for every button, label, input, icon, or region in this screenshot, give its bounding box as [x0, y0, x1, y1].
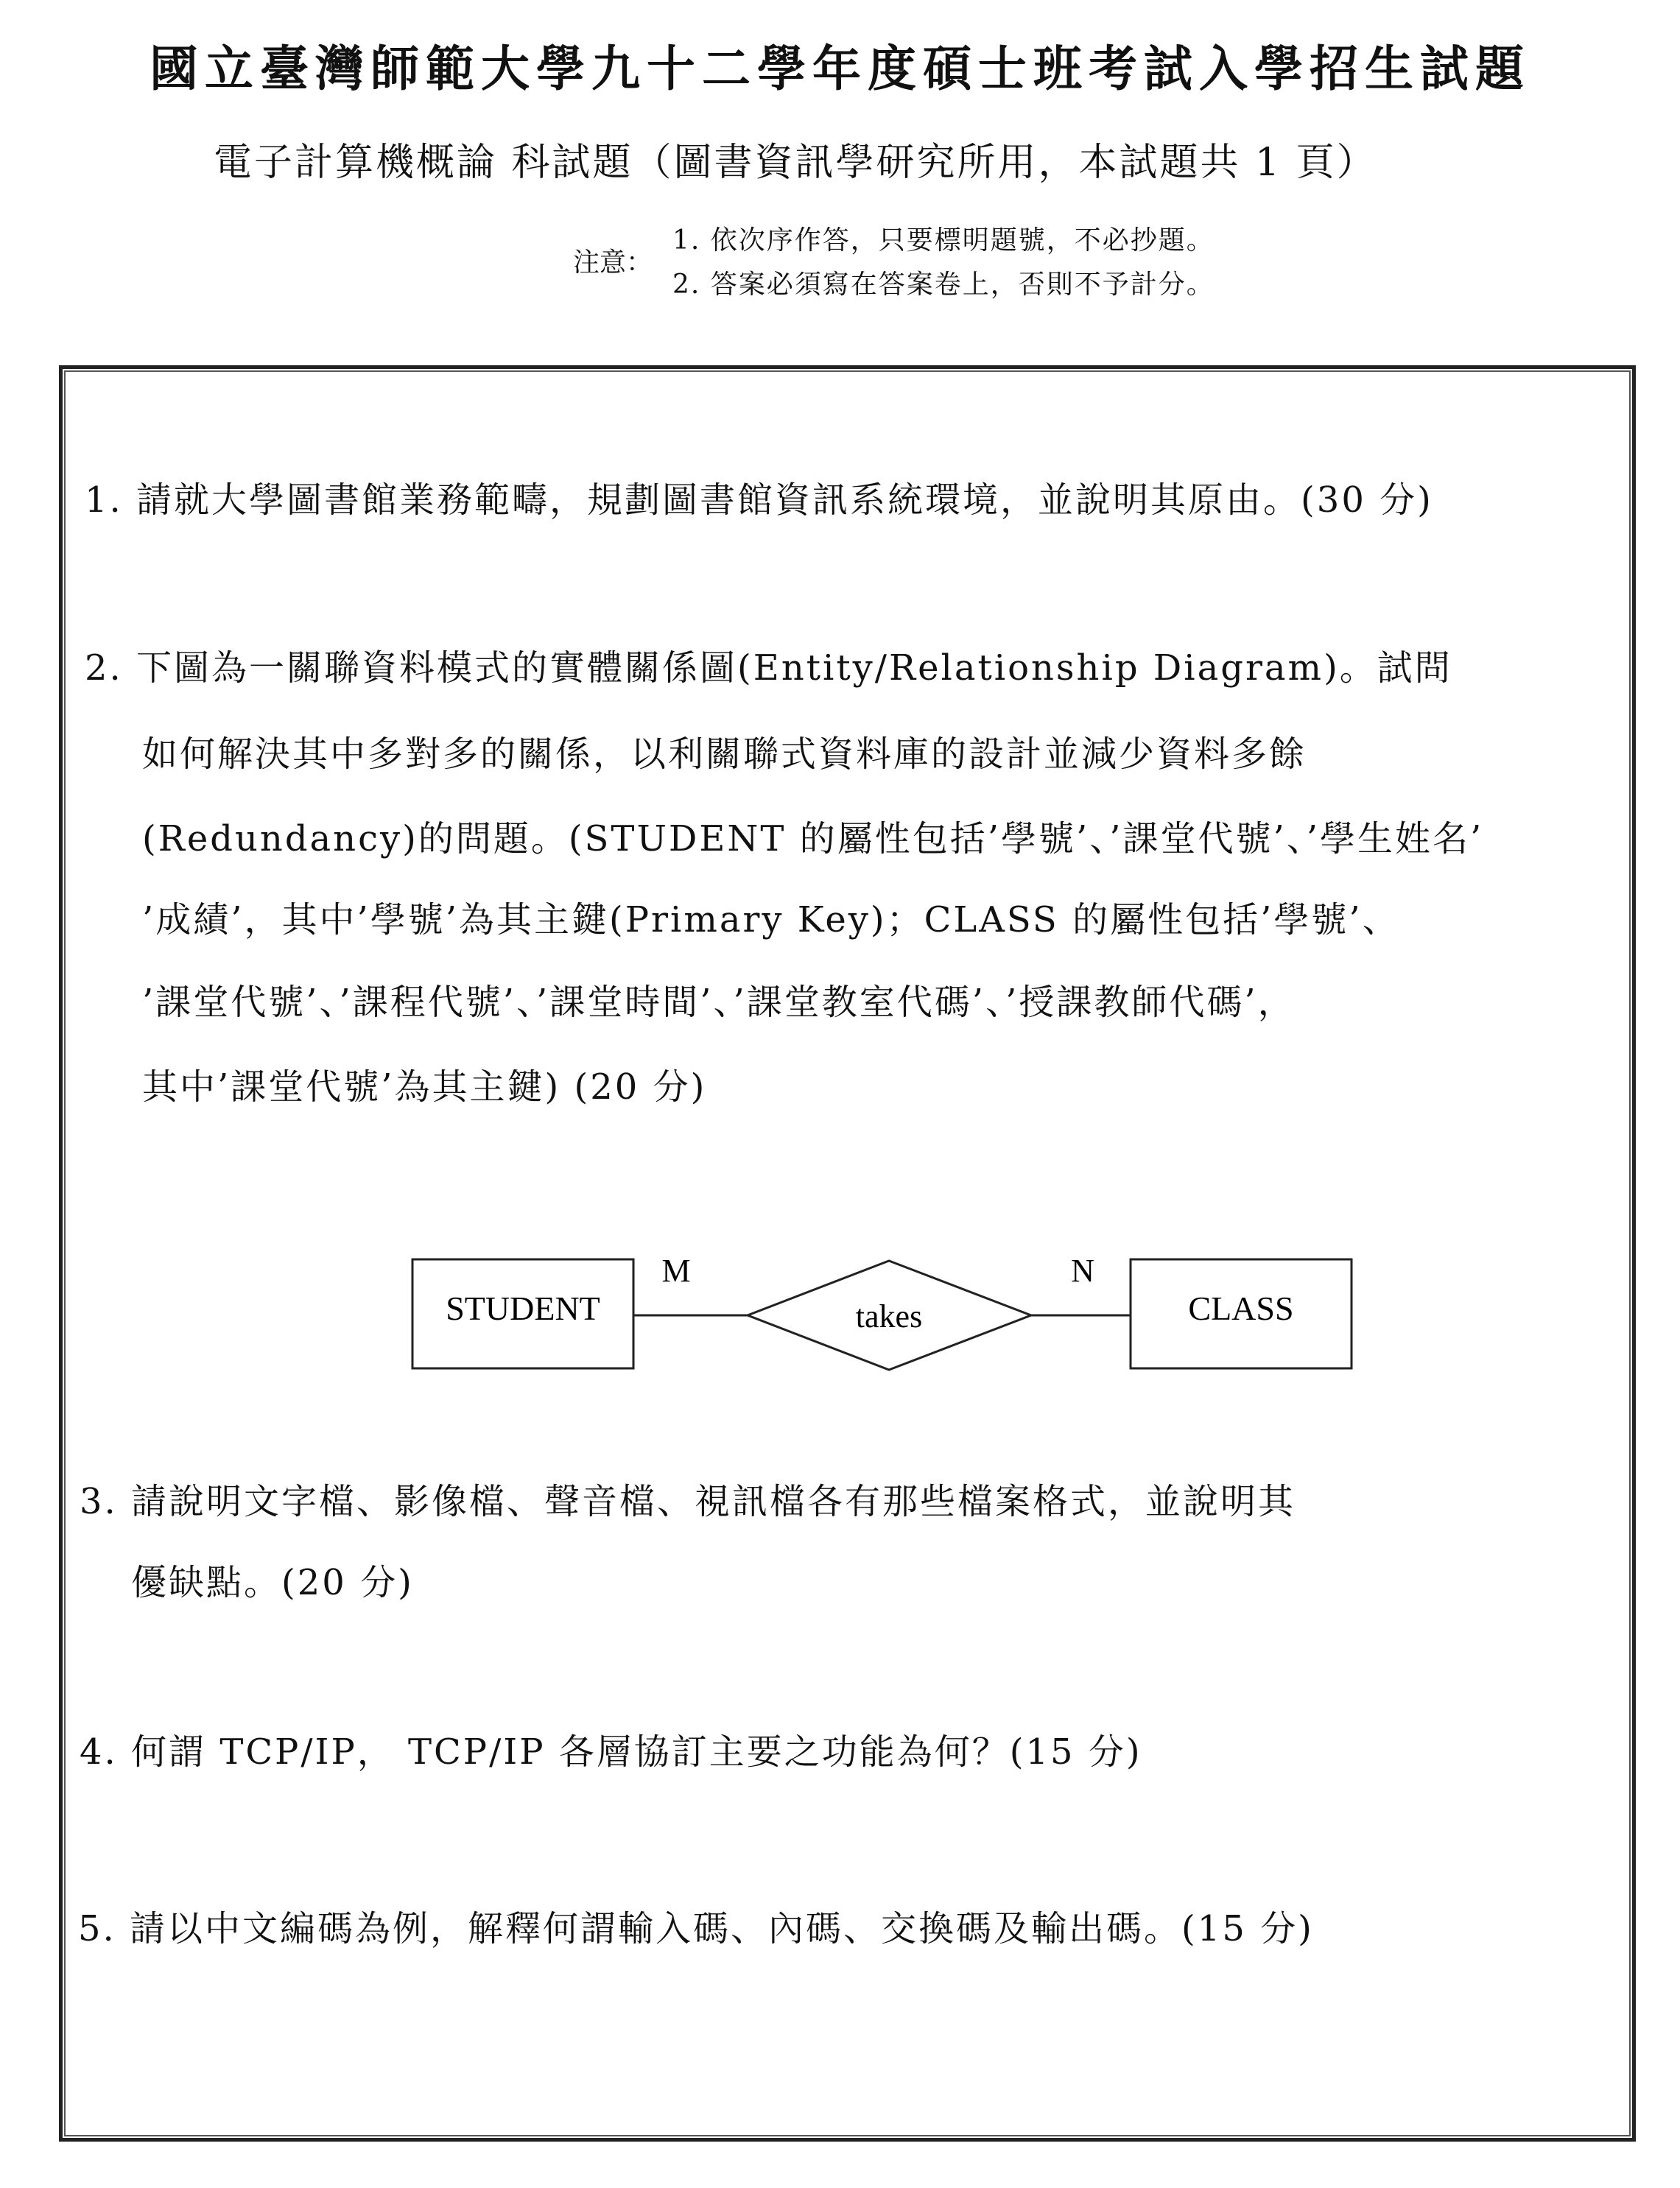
- takes-relationship-label: takes: [855, 1298, 923, 1334]
- question-2-line: 其中’課堂代號’為其主鍵) (20 分): [142, 1066, 707, 1108]
- question-1: 1. 請就大學圖書館業務範疇，規劃圖書館資訊系統環境，並說明其原由。(30 分): [85, 479, 1433, 521]
- question-3-line: 優缺點。(20 分): [131, 1562, 414, 1603]
- notice-item: 2. 答案必須寫在答案卷上，否則不予計分。: [672, 270, 1215, 300]
- cardinality-n: N: [1071, 1253, 1094, 1289]
- class-entity-label: CLASS: [1188, 1290, 1294, 1327]
- question-4: 4. 何謂 TCP/IP， TCP/IP 各層協訂主要之功能為何？(15 分): [80, 1731, 1142, 1773]
- exam-subtitle: 電子計算機概論 科試題（圖書資訊學研究所用，本試題共 1 頁）: [214, 141, 1377, 185]
- question-3-line: 3. 請說明文字檔、影像檔、聲音檔、視訊檔各有那些檔案格式，並說明其: [80, 1481, 1296, 1522]
- question-2-line: ’成績’，其中’學號’為其主鍵(Primary Key)；CLASS 的屬性包括’學號’、: [142, 899, 1400, 940]
- notice-label: 注意：: [573, 247, 653, 278]
- er-diagram: [398, 1237, 1370, 1385]
- notice-item: 1. 依次序作答，只要標明題號，不必抄題。: [672, 225, 1215, 256]
- student-entity-label: STUDENT: [446, 1290, 600, 1327]
- exam-title: 國立臺灣師範大學九十二學年度碩士班考試入學招生試題: [150, 40, 1530, 97]
- question-2-line: (Redundancy)的問題。(STUDENT 的屬性包括’學號’、’課堂代號’、’學生姓名’: [142, 818, 1484, 859]
- question-5: 5. 請以中文編碼為例，解釋何謂輸入碼、內碼、交換碼及輸出碼。(15 分): [78, 1908, 1314, 1949]
- question-2-line: ’課堂代號’、’課程代號’、’課堂時間’、’課堂教室代碼’、’授課教師代碼’，: [142, 982, 1296, 1023]
- question-2-line: 2. 下圖為一關聯資料模式的實體關係圖(Entity/Relationship Diagram)。試問: [85, 647, 1452, 689]
- cardinality-m: M: [661, 1253, 691, 1289]
- question-2-line: 如何解決其中多對多的關係，以利關聯式資料庫的設計並減少資料多餘: [142, 734, 1307, 775]
